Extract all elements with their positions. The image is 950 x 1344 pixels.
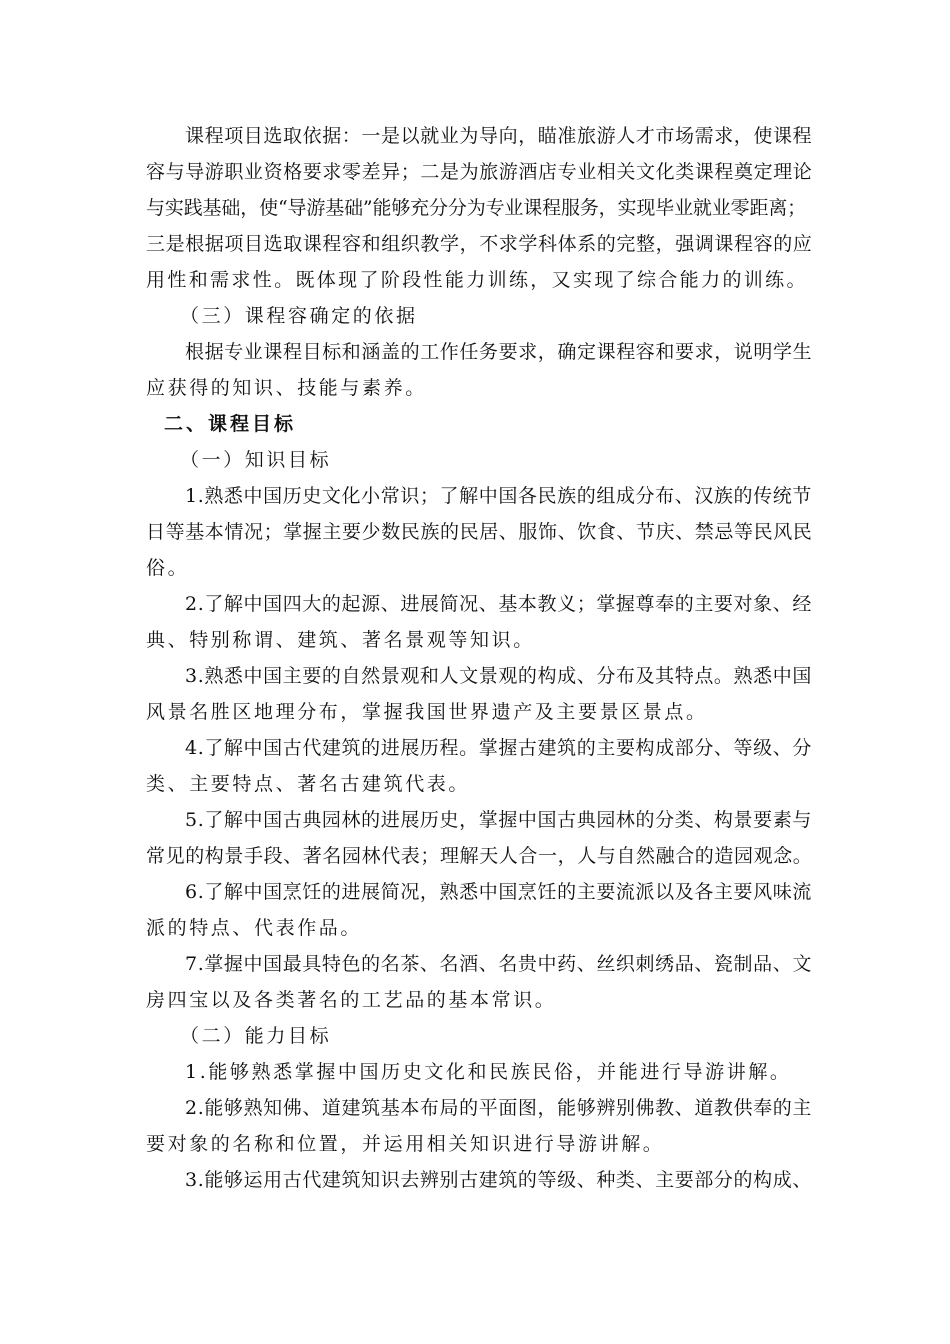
- section-heading: 二、课程目标: [164, 413, 297, 435]
- paragraph-line: 根据专业课程目标和涵盖的工作任务要求，确定课程容和要求，说明学生: [185, 341, 813, 363]
- paragraph-line: 房四宝以及各类著名的工艺品的基本常识。: [146, 989, 557, 1011]
- paragraph-line: 6.了解中国烹饪的进展简况，熟悉中国烹饪的主要流派以及各主要风味流: [185, 881, 812, 903]
- paragraph-line: 课程项目选取依据：一是以就业为导向，瞄准旅游人才市场需求，使课程: [185, 125, 813, 147]
- section-subheading: （一）知识目标: [180, 449, 332, 471]
- paragraph-line: 1.能够熟悉掌握中国历史文化和民族民俗，并能进行导游讲解。: [185, 1061, 792, 1083]
- paragraph-line: 容与导游职业资格要求零差异；二是为旅游酒店专业相关文化类课程奠定理论: [146, 161, 813, 183]
- paragraph-line: 常见的构景手段、著名园林代表；理解天人合一，人与自然融合的造园观念。: [146, 845, 813, 867]
- paragraph-line: 与实践基础，使“导游基础”能够充分分为专业课程服务，实现毕业就业零距离；: [146, 197, 807, 219]
- paragraph-line: 应获得的知识、技能与素养。: [146, 377, 427, 399]
- paragraph-line: 1.熟悉中国历史文化小常识；了解中国各民族的组成分布、汉族的传统节: [185, 485, 812, 507]
- paragraph-line: 三是根据项目选取课程容和组织教学，不求学科体系的完整，强调课程容的应: [146, 233, 813, 255]
- paragraph-line: 俗。: [146, 557, 190, 579]
- paragraph-line: 用性和需求性。既体现了阶段性能力训练，又实现了综合能力的训练。: [146, 269, 808, 291]
- paragraph-line: 风景名胜区地理分布，掌握我国世界遗产及主要景区景点。: [146, 701, 708, 723]
- paragraph-line: 4.了解中国古代建筑的进展历程。掌握古建筑的主要构成部分、等级、分: [185, 737, 812, 759]
- section-subheading: （二）能力目标: [180, 1025, 332, 1047]
- paragraph-line: 5.了解中国古典园林的进展历史，掌握中国古典园林的分类、构景要素与: [185, 809, 812, 831]
- paragraph-line: 3.能够运用古代建筑知识去辨别古建筑的等级、种类、主要部分的构成、: [185, 1169, 812, 1191]
- paragraph-line: 要对象的名称和位置，并运用相关知识进行导游讲解。: [146, 1133, 665, 1155]
- paragraph-line: 2.能够熟知佛、道建筑基本布局的平面图，能够辨别佛教、道教供奉的主: [185, 1097, 812, 1119]
- paragraph-line: 7.掌握中国最具特色的名茶、名酒、名贵中药、丝织刺绣品、瓷制品、文: [185, 953, 812, 975]
- section-subheading: （三）课程容确定的依据: [180, 305, 418, 327]
- paragraph-line: 3.熟悉中国主要的自然景观和人文景观的构成、分布及其特点。熟悉中国: [185, 665, 812, 687]
- paragraph-line: 派的特点、代表作品。: [146, 917, 363, 939]
- paragraph-line: 类、主要特点、著名古建筑代表。: [146, 773, 471, 795]
- paragraph-line: 日等基本情况；掌握主要少数民族的民居、服饰、饮食、节庆、禁忌等民风民: [146, 521, 813, 543]
- paragraph-line: 2.了解中国四大的起源、进展简况、基本教义；掌握尊奉的主要对象、经: [185, 593, 812, 615]
- paragraph-line: 典、特别称谓、建筑、著名景观等知识。: [146, 629, 535, 651]
